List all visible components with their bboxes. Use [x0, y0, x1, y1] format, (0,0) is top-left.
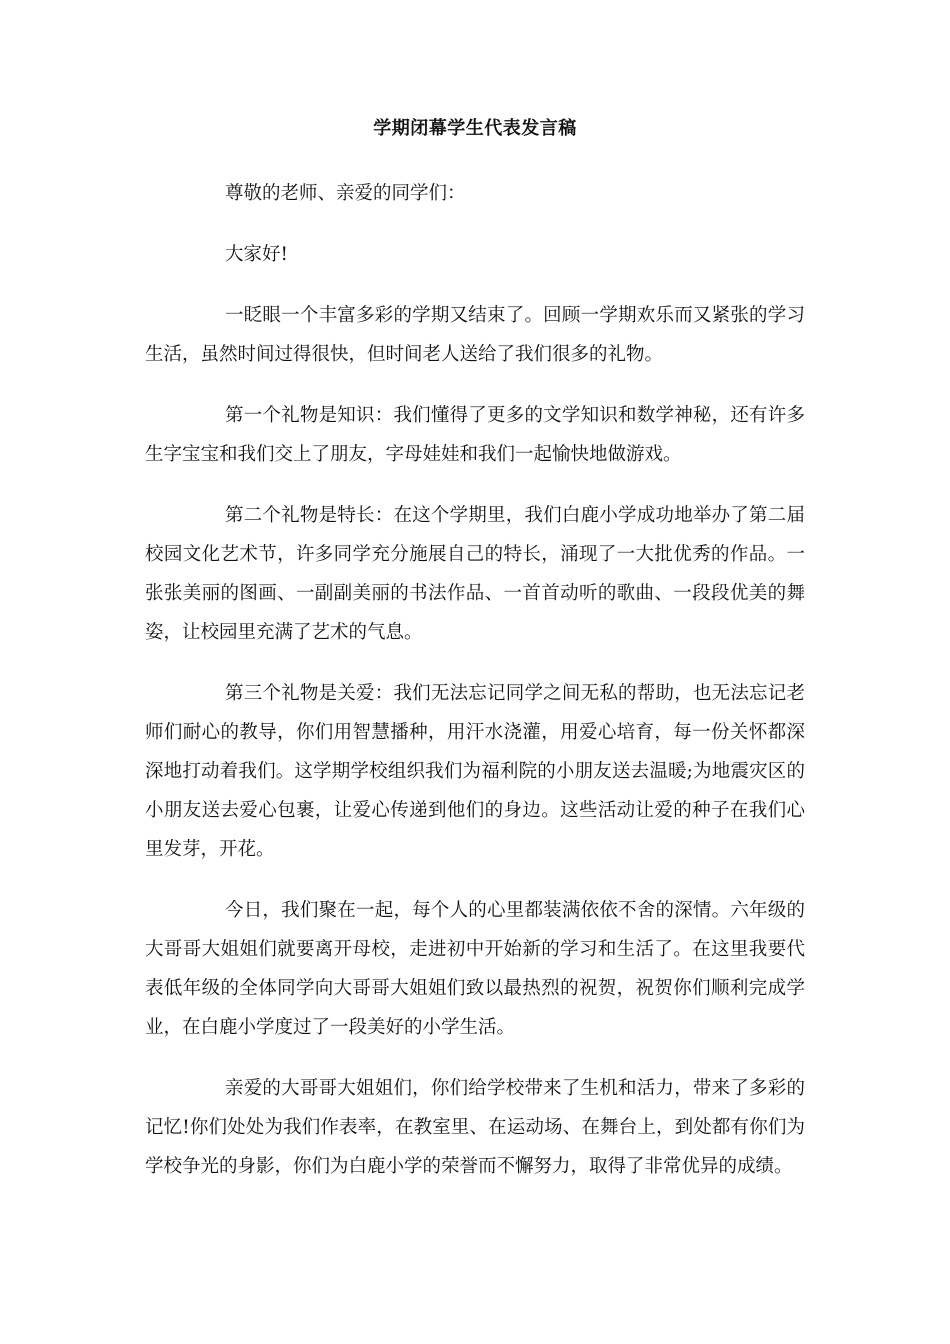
paragraph-intro: 一眨眼一个丰富多彩的学期又结束了。回顾一学期欢乐而又紧张的学习生活，虽然时间过得很快，但时间老人送给了我们很多的礼物。 [145, 305, 805, 365]
document-body [145, 174, 805, 1208]
paragraph-gift-talent: 第二个礼物是特长：在这个学期里，我们白鹿小学成功地举办了第二届校园文化艺术节，许多同学充分施展自己的特长，涌现了一大批优秀的作品。一张张美丽的图画、一副副美丽的书法作品、一首首动听的歌曲、一段段优美的舞姿，让校园里充满了艺术的气息。 [145, 505, 805, 643]
paragraph-gift-care: 第三个礼物是关爱：我们无法忘记同学之间无私的帮助，也无法忘记老师们耐心的教导，你们用智慧播种，用汗水浇灌，用爱心培育，每一份关怀都深深地打动着我们。这学期学校组织我们为福利院的小朋友送去温暖;为地震灾区的小朋友送去爱心包裹，让爱心传递到他们的身边。这些活动让爱的种子在我们心里发芽，开花。 [145, 683, 805, 860]
paragraph-tribute: 亲爱的大哥哥大姐姐们，你们给学校带来了生机和活力，带来了多彩的记忆!你们处处为我们作表率，在教室里、在运动场、在舞台上，到处都有你们为学校争光的身影，你们为白鹿小学的荣誉而不懈努力，取得了非常优异的成绩。 [145, 1078, 805, 1177]
greeting: 大家好! [225, 244, 288, 265]
document-title: 学期闭幕学生代表发言稿 [373, 118, 577, 139]
paragraph-gift-knowledge: 第一个礼物是知识：我们懂得了更多的文学知识和数学神秘，还有许多生字宝宝和我们交上了朋友，字母娃娃和我们一起愉快地做游戏。 [145, 405, 805, 465]
salutation: 尊敬的老师、亲爱的同学们： [225, 183, 466, 204]
paragraph-farewell: 今日，我们聚在一起，每个人的心里都装满依依不舍的深情。六年级的大哥哥大姐姐们就要离开母校，走进初中开始新的学习和生活了。在这里我要代表低年级的全体同学向大哥哥大姐姐们致以最热烈的祝贺，祝贺你们顺利完成学业，在白鹿小学度过了一段美好的小学生活。 [145, 900, 805, 1038]
